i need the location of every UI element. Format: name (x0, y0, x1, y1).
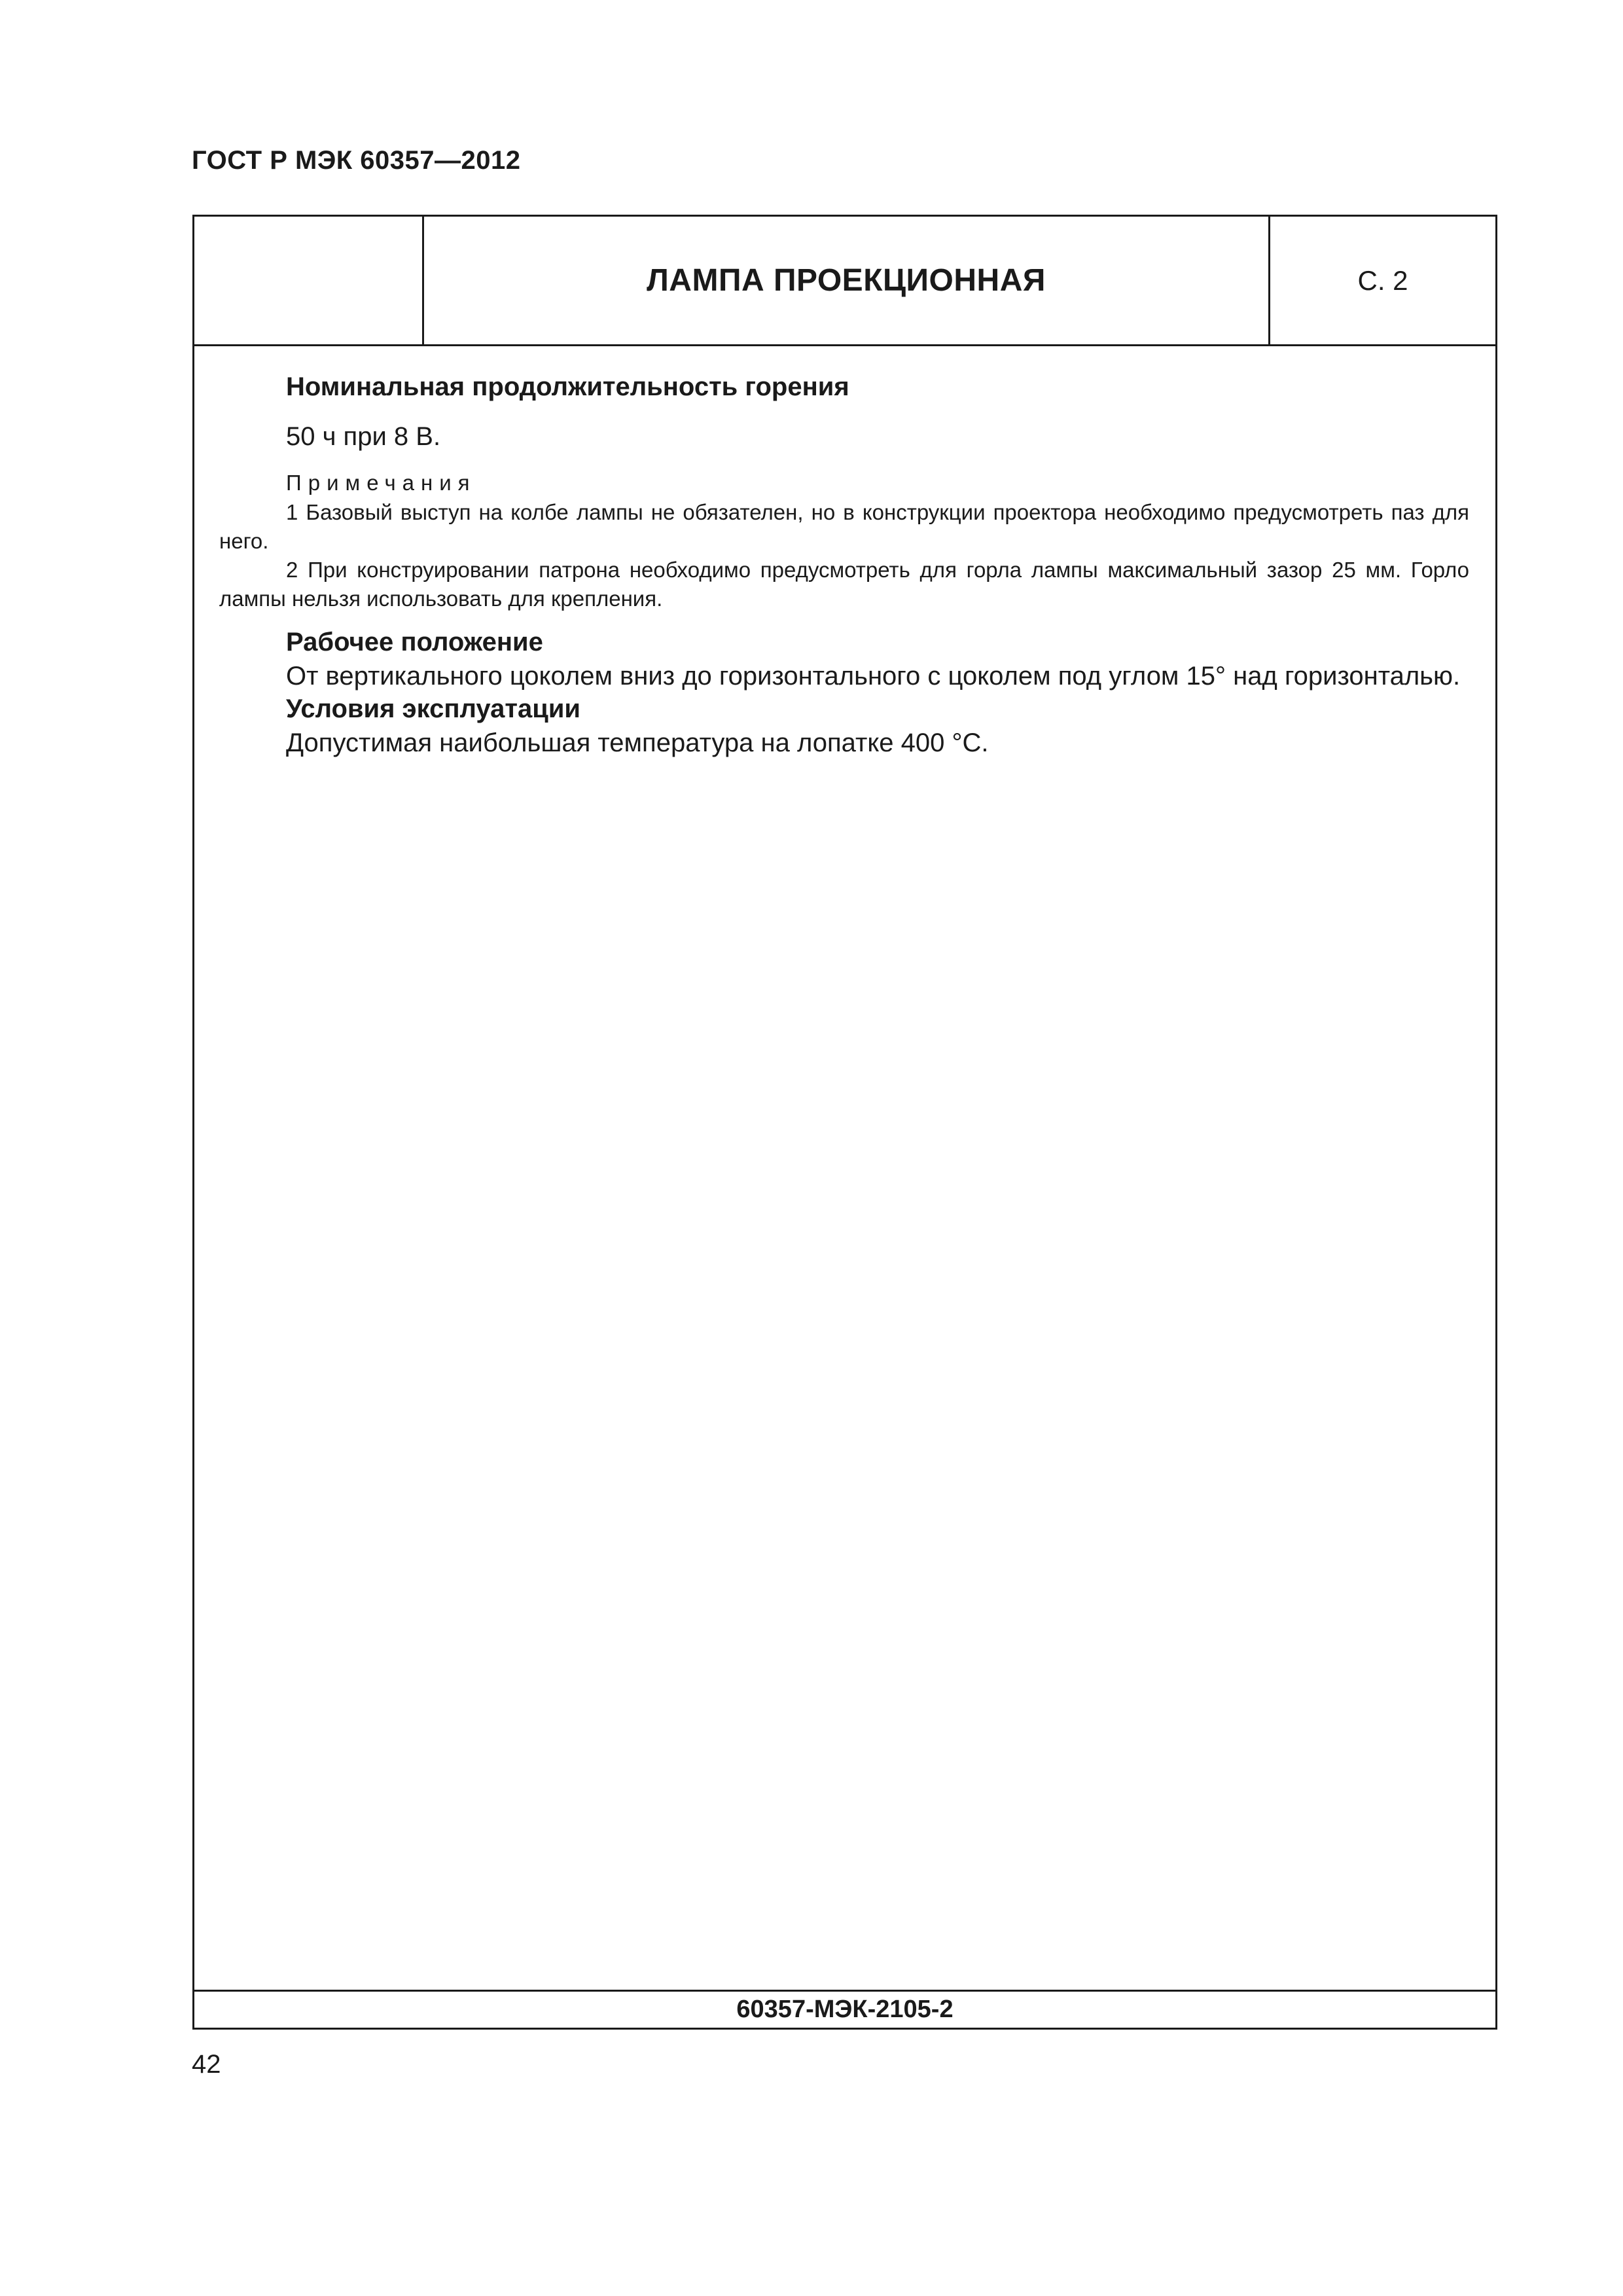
header-title-cell (424, 217, 1268, 344)
notes-label: Примечания (286, 471, 476, 495)
operating-position-heading: Рабочее положение (286, 628, 543, 656)
sheet-header-row (194, 217, 1495, 346)
sheet-code: 60357-МЭК-2105-2 (736, 1996, 954, 2023)
sheet-number: С. 2 (1357, 264, 1408, 296)
header-empty-cell (194, 217, 424, 344)
header-sheet-number-cell (1268, 217, 1495, 344)
note-1: 1 Базовый выступ на колбе лампы не обязателен, но в конструкции проектора необходимо предусмотреть паз для него. (219, 500, 1469, 553)
data-sheet-frame (192, 215, 1497, 2030)
rated-life-value: 50 ч при 8 В. (286, 422, 441, 451)
page-number: 42 (192, 2050, 221, 2079)
rated-life-heading: Номинальная продолжительность горения (286, 372, 849, 401)
document-code: ГОСТ Р МЭК 60357—2012 (192, 146, 521, 175)
note-2: 2 При конструировании патрона необходимо предусмотреть для горла лампы максимальный зазор 25 мм. Горло лампы нельзя использовать для крепления. (219, 558, 1469, 611)
sheet-content (194, 346, 1495, 1996)
lamp-title: ЛАМПА ПРОЕКЦИОННАЯ (647, 263, 1046, 298)
operating-conditions-heading: Условия эксплуатации (286, 694, 580, 723)
operating-conditions-text: Допустимая наибольшая температура на лопатке 400 °С. (286, 728, 989, 757)
sheet-footer-row (194, 1990, 1495, 2028)
operating-position-text: От вертикального цоколем вниз до горизонтального с цоколем под углом 15° над горизонталью. (286, 662, 1461, 691)
